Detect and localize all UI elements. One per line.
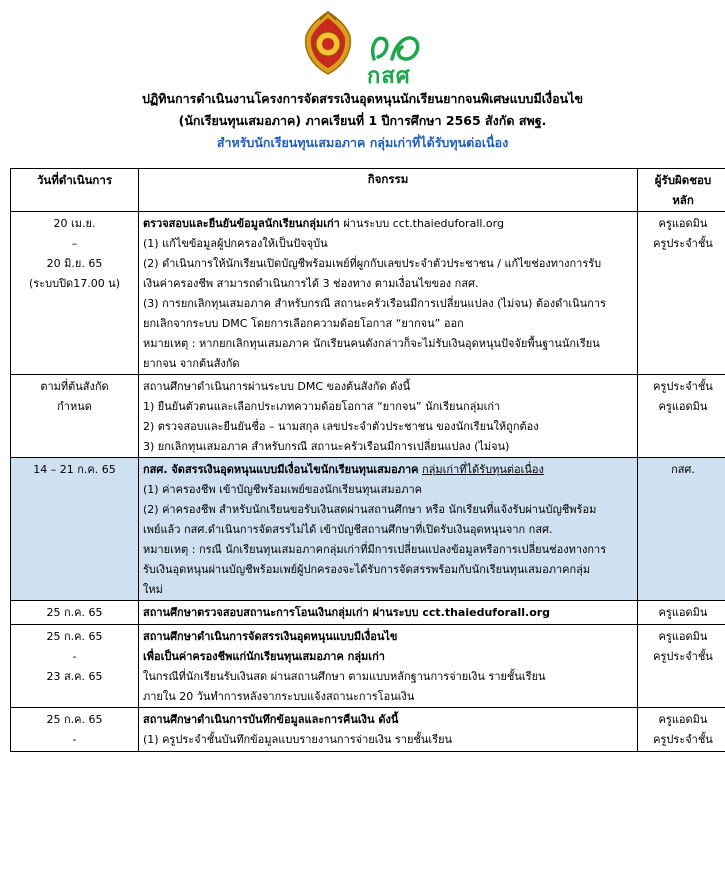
date-line: (ระบบปิด17.00 น) — [29, 277, 120, 290]
row-responsible — [638, 601, 725, 625]
activity-title: สถานศึกษาดำเนินการบันทึกข้อมูลและการคืนเงิน ดังนี้ — [143, 713, 399, 726]
activity-line: ภายใน 20 วันทำการหลังจากระบบแจ้งสถานะการโอนเงิน — [143, 690, 415, 703]
activity-title-2: เพื่อเป็นค่าครองชีพแก่นักเรียนทุนเสมอภาค กลุ่มเก่า — [143, 650, 385, 663]
date-line: กำหนด — [57, 400, 92, 413]
responsible-line: ครูแอดมิน — [658, 630, 708, 643]
activity-title: สถานศึกษาดำเนินการจัดสรรเงินอุดหนุนแบบมีเงื่อนไข — [143, 630, 398, 643]
schedule-table — [10, 168, 725, 752]
activity-title: สถานศึกษาดำเนินการผ่านระบบ DMC ของต้นสังกัด ดังนี้ — [143, 380, 411, 393]
activity-line: 2) ตรวจสอบและยืนยันชื่อ – นามสกุล เลขประจำตัวประชาชน ของนักเรียนให้ถูกต้อง — [143, 420, 539, 433]
date-line: - — [72, 733, 77, 746]
date-line: 25 ก.ค. 65 — [46, 606, 103, 619]
row-responsible — [638, 458, 725, 601]
date-line: 20 มิ.ย. 65 — [46, 257, 103, 270]
title-line-3: สำหรับนักเรียนทุนเสมอภาค กลุ่มเก่าที่ได้รับทุนต่อเนื่อง — [216, 135, 509, 150]
activity-title-bold: กสศ. จัดสรรเงินอุดหนุนแบบมีเงื่อนไขนักเรียนทุนเสมอภาค — [143, 463, 419, 476]
header-activity: กิจกรรม — [139, 169, 638, 212]
activity-line: หมายเหตุ : หากยกเลิกทุนเสมอภาค นักเรียนคนดังกล่าวก็จะไม่รับเงินอุดหนุนปัจจัยพื้นฐานนักเรียน — [143, 337, 600, 350]
activity-line: ใหม่ — [143, 583, 163, 596]
header-responsible-line2: หลัก — [672, 193, 694, 207]
row-activity — [139, 212, 638, 375]
activity-line: (2) ค่าครองชีพ สำหรับนักเรียนขอรับเงินสดผ่านสถานศึกษา หรือ นักเรียนที่แจ้งรับผ่านบัญชีพร้อม — [143, 503, 597, 516]
responsible-line: ครูประจำชั้น — [653, 650, 713, 663]
activity-line: รับเงินอุดหนุนผ่านบัญชีพร้อมเพย์ผู้ปกครองจะได้รับการจัดสรรพร้อมกับนักเรียนทุนเสมอภาคกลุ่ม — [143, 563, 591, 576]
row-responsible — [638, 212, 725, 375]
row-responsible — [638, 708, 725, 752]
row-activity — [139, 375, 638, 458]
activity-line: (1) แก้ไขข้อมูลผู้ปกครองให้เป็นปัจจุบัน — [143, 237, 328, 250]
responsible-line: ครูประจำชั้น — [653, 380, 713, 393]
header-date: วันที่ดำเนินการ — [11, 169, 139, 212]
logo-area — [0, 6, 725, 89]
document-title — [0, 88, 725, 154]
activity-title-rest: ผ่านระบบ cct.thaieduforall.org — [339, 217, 504, 230]
activity-title: สถานศึกษาตรวจสอบสถานะการโอนเงินกลุ่มเก่า ผ่านระบบ cct.thaieduforall.org — [143, 606, 551, 619]
date-line: ตามที่ต้นสังกัด — [40, 380, 109, 393]
row-activity — [139, 708, 638, 752]
date-line: - — [72, 650, 77, 663]
activity-line: 3) ยกเลิกทุนเสมอภาค สำหรับกรณี สถานะครัวเรือนมีการเปลี่ยนแปลง (ไม่จน) — [143, 440, 510, 453]
table-row — [11, 625, 725, 708]
activity-line: 1) ยืนยันตัวตนและเลือกประเภทความด้อยโอกาส “ยากจน” นักเรียนกลุ่มเก่า — [143, 400, 501, 413]
activity-title-underline: กลุ่มเก่าที่ได้รับทุนต่อเนื่อง — [422, 463, 544, 476]
responsible-line: ครูแอดมิน — [658, 713, 708, 726]
row-date — [11, 375, 139, 458]
table-row — [11, 375, 725, 458]
date-line: 23 ส.ค. 65 — [46, 670, 103, 683]
responsible-line: กสศ. — [671, 463, 695, 476]
row-activity — [139, 458, 638, 601]
activity-line: (2) ดำเนินการให้นักเรียนเปิดบัญชีพร้อมเพย์ที่ผูกกับเลขประจำตัวประชาชน / แก้ไขช่องทางการรับ — [143, 257, 602, 270]
responsible-line: ครูแอดมิน — [658, 400, 708, 413]
ministry-seal-logo — [302, 10, 354, 76]
header-responsible — [638, 169, 725, 212]
table-row — [11, 601, 725, 625]
activity-line: ในกรณีที่นักเรียนรับเงินสด ผ่านสถานศึกษา ตามแบบหลักฐานการจ่ายเงิน รายชั้นเรียน — [143, 670, 546, 683]
row-date — [11, 708, 139, 752]
date-line: 14 – 21 ก.ค. 65 — [33, 463, 116, 476]
table-row — [11, 212, 725, 375]
table-row-highlighted — [11, 458, 725, 601]
row-activity — [139, 601, 638, 625]
activity-line: หมายเหตุ : กรณี นักเรียนทุนเสมอภาคกลุ่มเก่าที่มีการเปลี่ยนแปลงข้อมูลหรือการเปลี่ยนช่องทางการ — [143, 543, 607, 556]
row-date — [11, 212, 139, 375]
date-line: 25 ก.ค. 65 — [46, 630, 103, 643]
activity-title-bold: ตรวจสอบและยืนยันข้อมูลนักเรียนกลุ่มเก่า — [143, 217, 340, 230]
responsible-line: ครูแอดมิน — [658, 217, 708, 230]
title-line-1: ปฏิทินการดำเนินงานโครงการจัดสรรเงินอุดหนุนนักเรียนยากจนพิเศษแบบมีเงื่อนไข — [141, 91, 583, 106]
row-date — [11, 601, 139, 625]
activity-line: (1) ครูประจำชั้นบันทึกข้อมูลแบบรายงานการจ่ายเงิน รายชั้นเรียน — [143, 733, 453, 746]
date-line: – — [71, 237, 78, 250]
date-line: 25 ก.ค. 65 — [46, 713, 103, 726]
title-line-2: (นักเรียนทุนเสมอภาค) ภาคเรียนที่ 1 ปีการศึกษา 2565 สังกัด สพฐ. — [178, 113, 547, 128]
activity-line: เงินค่าครองชีพ สามารถดำเนินการได้ 3 ช่องทาง ตามเงื่อนไขของ กสศ. — [143, 277, 479, 290]
table-row — [11, 708, 725, 752]
table-header-row — [11, 169, 725, 212]
activity-line: ยกเลิกจากระบบ DMC โดยการเลือกความด้อยโอกาส “ยากจน” ออก — [143, 317, 464, 330]
activity-title — [143, 460, 633, 480]
row-date — [11, 458, 139, 601]
activity-title — [143, 214, 633, 234]
responsible-line: ครูประจำชั้น — [653, 733, 713, 746]
eef-logo-text: กสศ — [367, 64, 411, 89]
responsible-line: ครูประจำชั้น — [653, 237, 713, 250]
row-responsible — [638, 375, 725, 458]
activity-line: (1) ค่าครองชีพ เข้าบัญชีพร้อมเพย์ของนักเรียนทุนเสมอภาค — [143, 483, 423, 496]
responsible-line: ครูแอดมิน — [658, 606, 708, 619]
row-date — [11, 625, 139, 708]
row-responsible — [638, 625, 725, 708]
activity-line: (3) การยกเลิกทุนเสมอภาค สำหรับกรณี สถานะครัวเรือนมีการเปลี่ยนแปลง (ไม่จน) ต้องดำเนินการ — [143, 297, 606, 310]
activity-line: เพย์แล้ว กสศ.ดำเนินการจัดสรรไม่ได้ เข้าบัญชีสถานศึกษาที่เปิดรับเงินอุดหนุนจาก กสศ. — [143, 523, 553, 536]
row-activity — [139, 625, 638, 708]
date-line: 20 เม.ย. — [53, 217, 96, 230]
activity-line: ยากจน จากต้นสังกัด — [143, 357, 240, 370]
header-responsible-line1: ผู้รับผิดชอบ — [654, 173, 712, 187]
